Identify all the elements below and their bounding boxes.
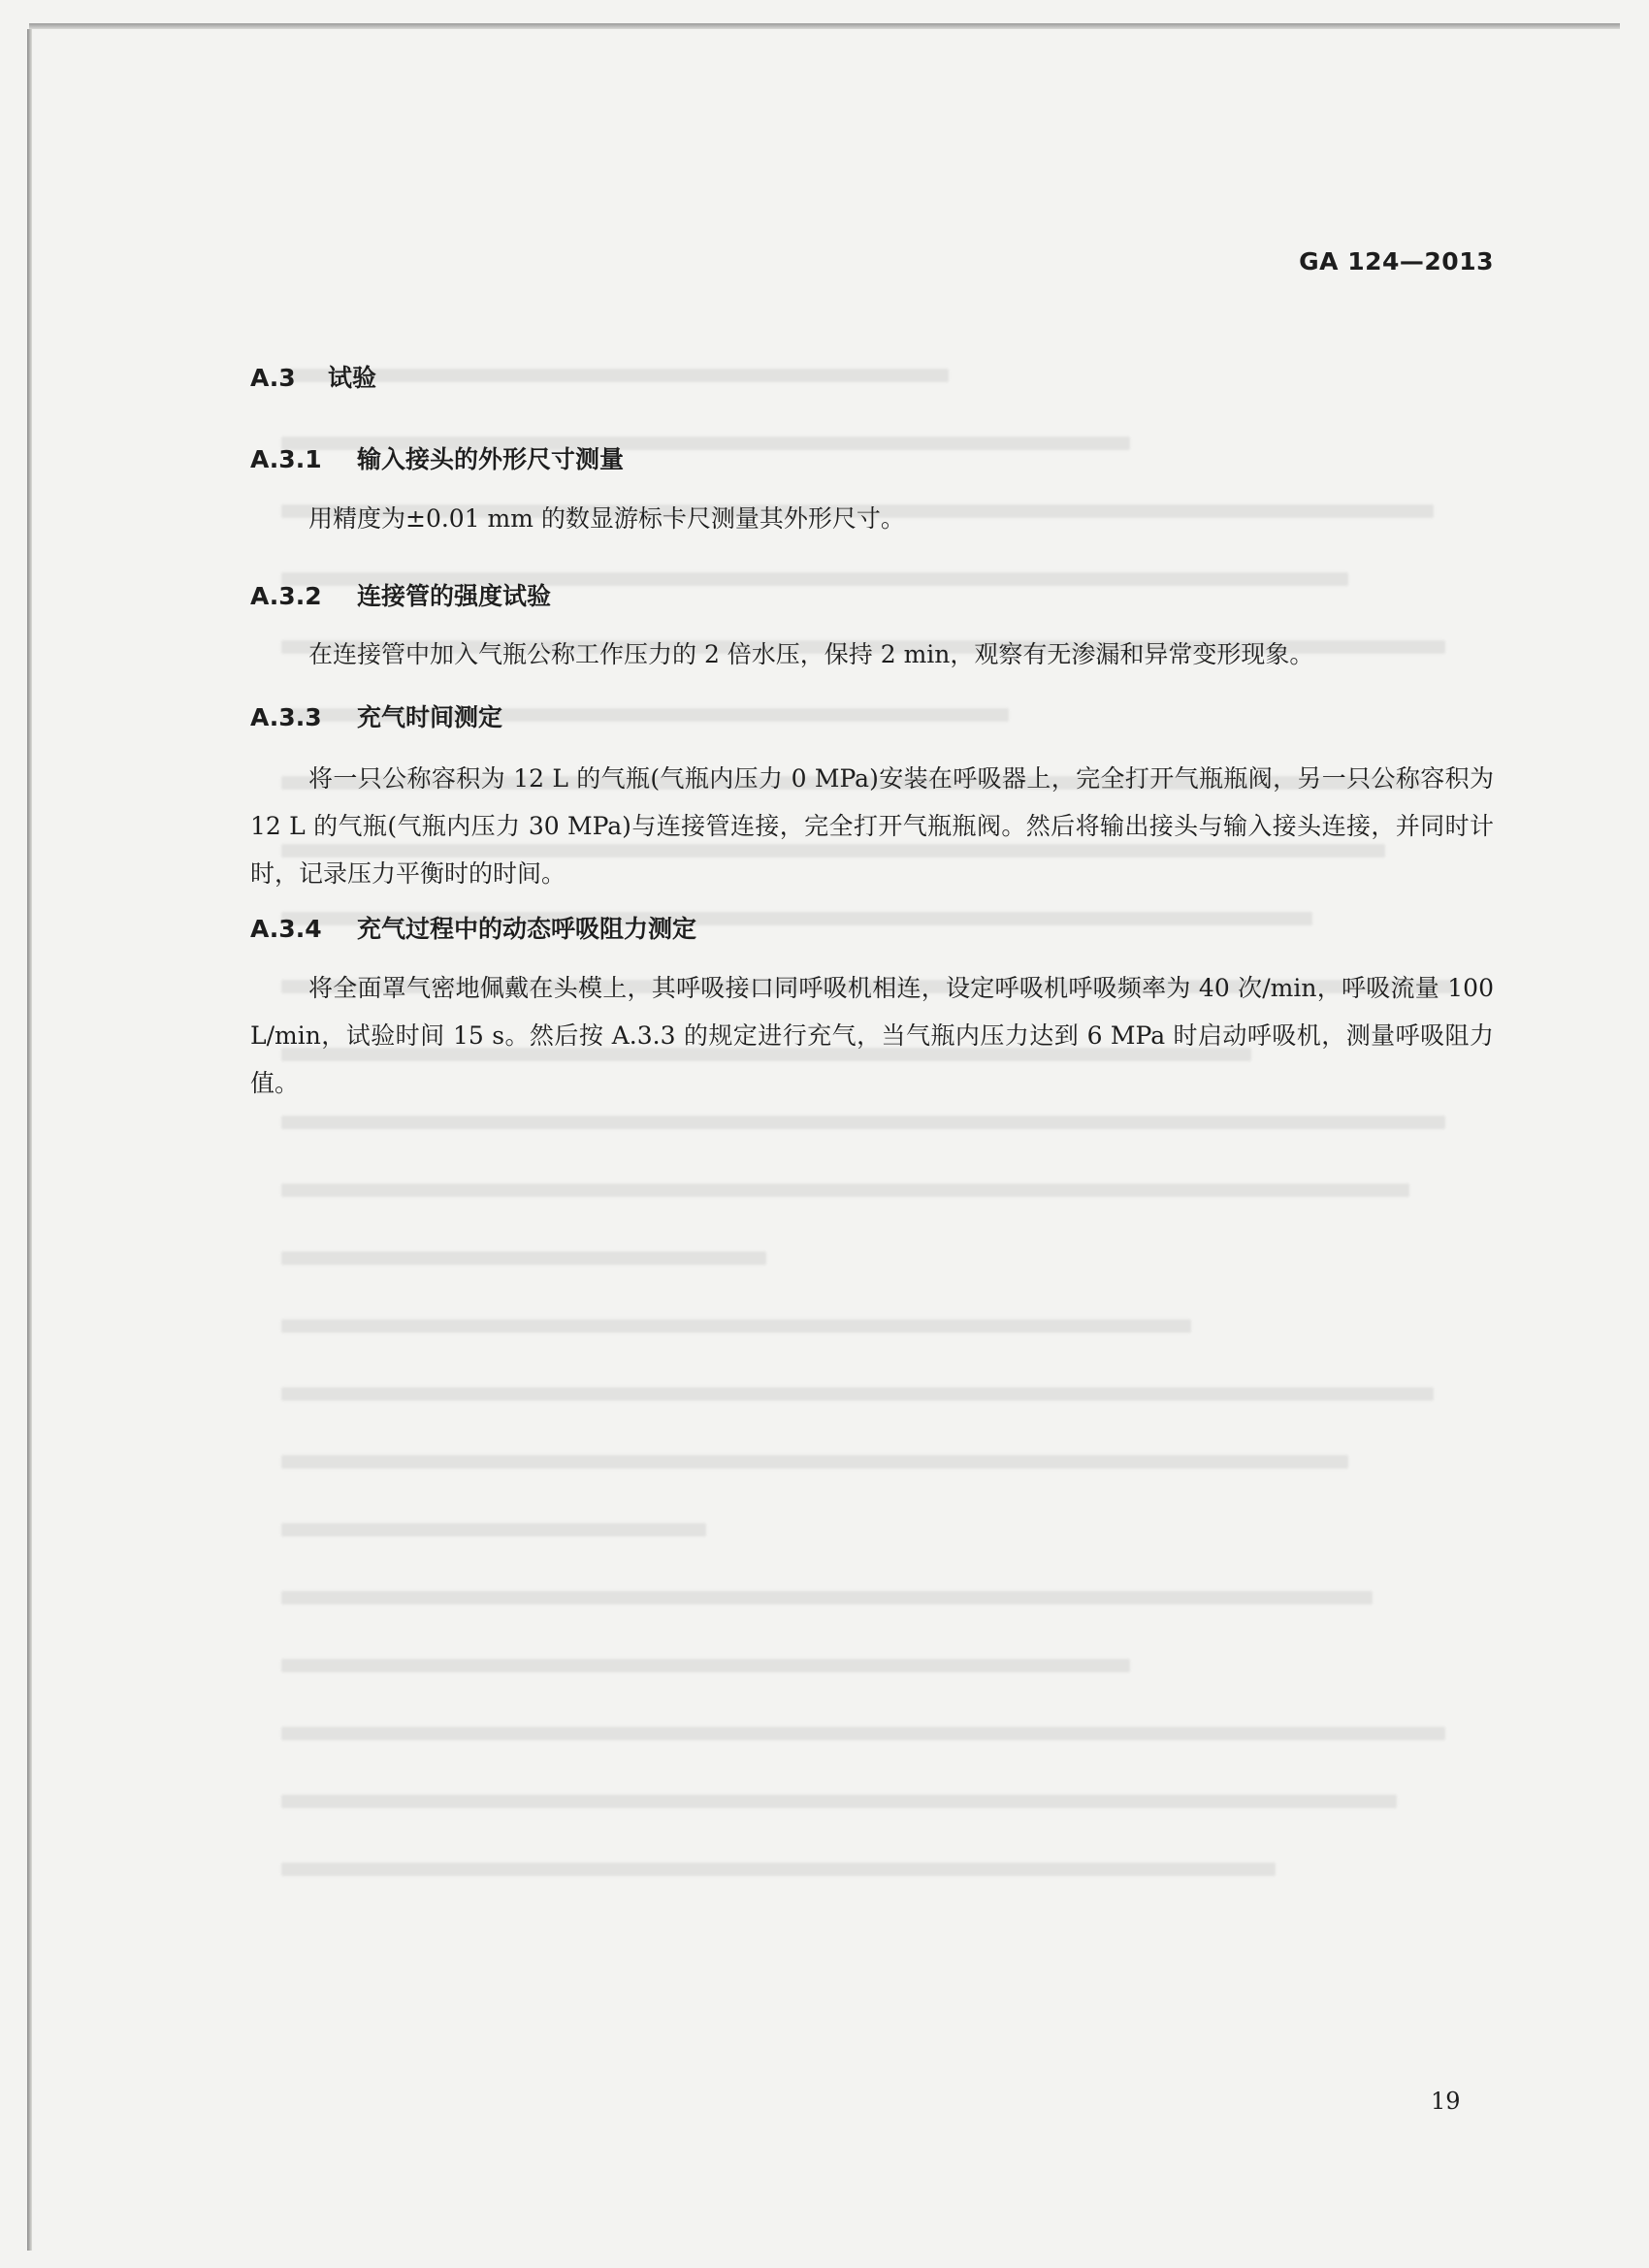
section-heading-a3-3 [250, 698, 502, 733]
section-paragraph-a3-1: 用精度为±0.01 mm 的数显游标卡尺测量其外形尺寸。 [308, 504, 905, 533]
section-title: 充气过程中的动态呼吸阻力测定 [357, 915, 697, 943]
page-left-edge [27, 29, 32, 2251]
section-title: 输入接头的外形尺寸测量 [357, 445, 625, 473]
section-paragraph-a3-3: 将一只公称容积为 12 L 的气瓶(气瓶内压力 0 MPa)安装在呼吸器上，完全打开气瓶瓶阀，另一只公称容积为 12 L 的气瓶(气瓶内压力 30 MPa)与连接管连接，完全打开气瓶瓶阀。然后将输出接头与输入接头连接，并同时计时，记录压力平衡时的时间。 [250, 764, 1494, 888]
page-number: 19 [1431, 2088, 1461, 2115]
section-number: A.3 [250, 364, 296, 392]
show-through-text [281, 369, 1494, 1998]
document-code: GA 124—2013 [1299, 247, 1494, 275]
section-title: 连接管的强度试验 [357, 582, 552, 610]
section-number: A.3.2 [250, 582, 322, 610]
section-number: A.3.3 [250, 703, 322, 731]
section-paragraph-a3-4: 将全面罩气密地佩戴在头模上，其呼吸接口同呼吸机相连，设定呼吸机呼吸频率为 40 次/min，呼吸流量 100 L/min，试验时间 15 s。然后按 A.3.3 的规定进行充气，当气瓶内压力达到 6 MPa 时启动呼吸机，测量呼吸阻力值。 [250, 974, 1494, 1097]
page-top-edge [29, 23, 1620, 29]
section-heading-a3-1 [250, 440, 624, 475]
section-title: 充气时间测定 [357, 703, 503, 731]
section-heading-a3 [250, 359, 376, 394]
section-number: A.3.4 [250, 915, 322, 943]
section-title: 试验 [328, 364, 377, 392]
section-heading-a3-4 [250, 910, 696, 945]
section-paragraph-a3-2: 在连接管中加入气瓶公称工作压力的 2 倍水压，保持 2 min，观察有无渗漏和异常变形现象。 [308, 640, 1314, 668]
section-number: A.3.1 [250, 445, 322, 473]
section-heading-a3-2 [250, 577, 551, 612]
